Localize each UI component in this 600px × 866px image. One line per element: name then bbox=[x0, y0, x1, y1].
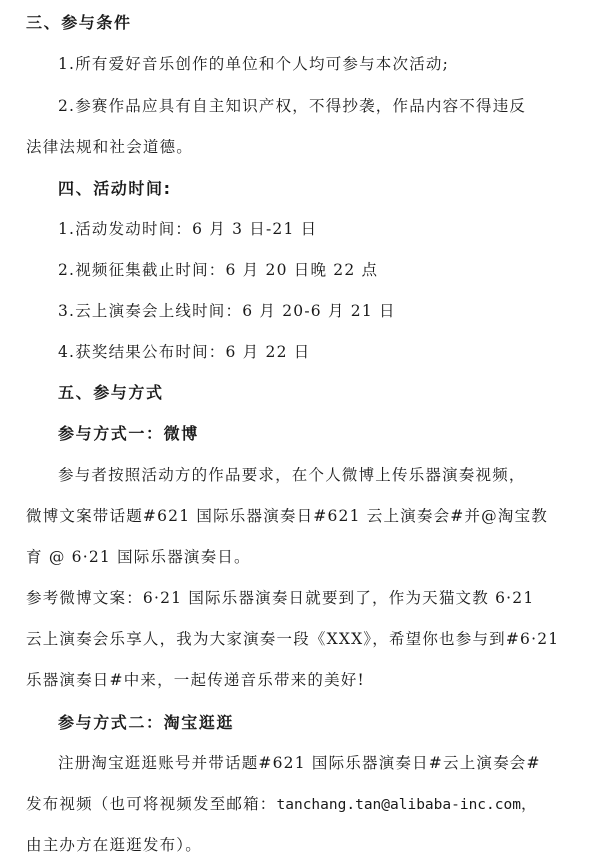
method2-para-line2 bbox=[0, 793, 600, 816]
method1-ref-line3: 乐器演奏日#中来，一起传递音乐带来的美好! bbox=[26, 671, 365, 689]
section5-heading: 五、参与方式 bbox=[58, 383, 164, 402]
section3-item2-line2: 法律法规和社会道德。 bbox=[26, 138, 194, 156]
method1-ref-line1: 参考微博文案：6·21 国际乐器演奏日就要到了，作为天猫文教 6·21 bbox=[26, 589, 535, 607]
section4-item: 1.活动发动时间：6 月 3 日-21 日 bbox=[58, 220, 318, 238]
section3-item1: 1.所有爱好音乐创作的单位和个人均可参与本次活动; bbox=[58, 55, 450, 73]
section3-item2-line1: 2.参赛作品应具有自主知识产权，不得抄袭，作品内容不得违反 bbox=[58, 97, 527, 115]
email-address: tanchang.tan@alibaba-inc.com bbox=[276, 797, 521, 813]
method2-para-line2-prefix: 发布视频（也可将视频发至邮箱： bbox=[26, 795, 277, 813]
section3-heading: 三、参与条件 bbox=[26, 13, 132, 32]
method2-heading: 参与方式二：淘宝逛逛 bbox=[58, 713, 235, 732]
section4-heading: 四、活动时间: bbox=[58, 179, 172, 198]
method2-para-line3: 由主办方在逛逛发布）。 bbox=[26, 836, 202, 854]
method2-para-line2-suffix: ， bbox=[520, 795, 538, 813]
method1-para-line2: 微博文案带话题#621 国际乐器演奏日#621 云上演奏会#并@淘宝教 bbox=[26, 507, 548, 525]
method1-heading: 参与方式一：微博 bbox=[58, 424, 199, 443]
section4-item: 2.视频征集截止时间：6 月 20 日晚 22 点 bbox=[58, 261, 379, 279]
method1-para-line1: 参与者按照活动方的作品要求，在个人微博上传乐器演奏视频， bbox=[58, 466, 526, 484]
section4-item: 3.云上演奏会上线时间：6 月 20-6 月 21 日 bbox=[58, 302, 396, 320]
method1-ref-line2: 云上演奏会乐享人，我为大家演奏一段《XXX》，希望你也参与到#6·21 bbox=[26, 630, 560, 648]
method2-para-line1: 注册淘宝逛逛账号并带话题#621 国际乐器演奏日#云上演奏会# bbox=[58, 754, 541, 772]
section4-item: 4.获奖结果公布时间：6 月 22 日 bbox=[58, 343, 311, 361]
method1-para-line3: 育 @ 6·21 国际乐器演奏日。 bbox=[26, 548, 251, 566]
